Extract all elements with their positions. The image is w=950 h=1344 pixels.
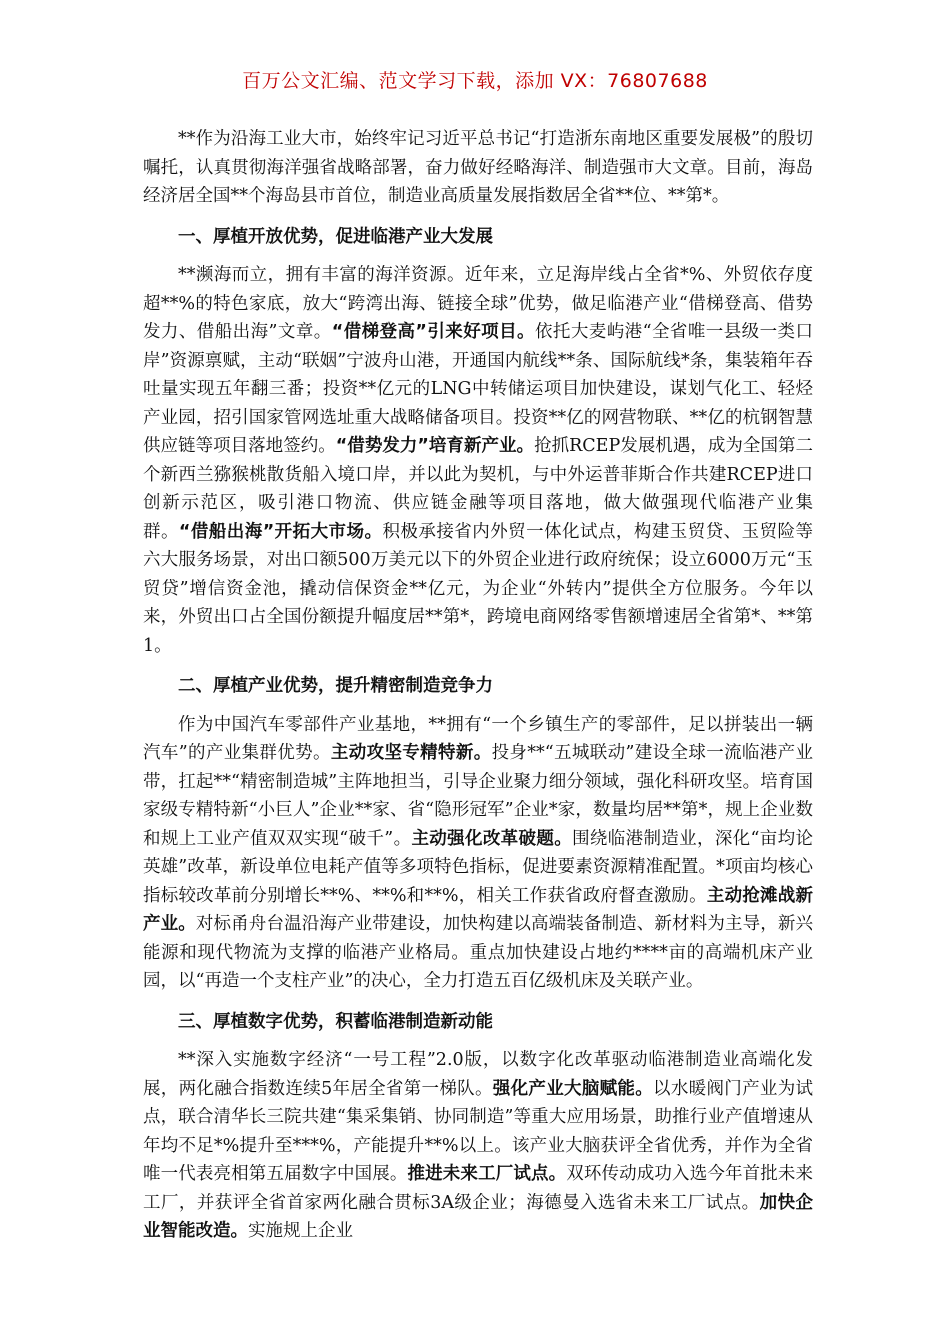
section-3-bold-2: 推进未来工厂试点。 [407,1164,567,1184]
section-3-paragraph [143,1046,813,1246]
section-1-heading: 一、厚植开放优势，促进临港产业大发展 [178,226,493,247]
section-2-paragraph [143,711,813,996]
section-3-heading: 三、厚植数字优势，积蓄临港制造新动能 [178,1011,493,1032]
section-3-text-3: 实施规上企业 [248,1221,353,1241]
section-3-text-1: 以水暖阀门产业为试点，联合清华长三院共建“集采集销、协同制造”等重大应用场景，助推行业产值增速从年均不足*%提升至***%，产能提升**%以上。该产业大脑获评全省优秀，并作为全省唯一代表亮相第五届数字中国展。 [143,1078,814,1184]
intro-paragraph: **作为沿海工业大市，始终牢记习近平总书记“打造浙东南地区重要发展极”的殷切嘱托，认真贯彻海洋强省战略部署，奋力做好经略海洋、制造强市大文章。目前，海岛经济居全国**个海岛县市首位，制造业高质量发展指数居全省**位、**第*。 [143,129,813,206]
section-3-lead: **深入实施数字经济“一号工程”2.0版，以数字化改革驱动临港制造业高端化发展，两化融合指数连续5年居全省第一梯队。 [143,1050,813,1099]
section-3-text-2: 双环传动成功入选今年首批未来工厂，并获评全省首家两化融合贯标3A级企业；海德曼入选省未来工厂试点。 [143,1164,814,1213]
section-2-bold-3: 主动抢滩战新产业。 [143,885,813,934]
section-1-text-2: 抢抓RCEP发展机遇，成为全国第二个新西兰猕猴桃散货船入境口岸，并以此为契机，与中外运普菲斯合作共建RCEP进口创新示范区，吸引港口物流、供应链金融等项目落地，做大做强现代临港产业集群。 [143,436,813,542]
section-2-text-1: 投身**“五城联动”建设全球一流临港产业带，扛起**“精密制造城”主阵地担当，引导企业聚力细分领域，强化科研攻坚。培育国家级专精特新“小巨人”企业**家、省“隐形冠军”企业*家，数量均居**第*，规上企业数和规上工业产值双双实现“破千”。 [143,743,813,849]
section-1-paragraph [143,261,813,660]
section-1-bold-1: “借梯登高”引来好项目。 [331,322,535,342]
section-2-bold-1: 主动攻坚专精特新。 [330,743,492,763]
page-header-banner: 百万公文汇编、范文学习下载，添加 VX：76807688 [242,70,708,92]
section-1-bold-3: “借船出海”开拓大市场。 [178,521,383,542]
section-2-text-3: 对标甬舟台温沿海产业带建设，加快构建以高端装备制造、新材料为主导，新兴能源和现代物流为支撑的临港产业格局。重点加快建设占地约****亩的高端机床产业园，以“再造一个支柱产业”的决心，全力打造五百亿级机床及关联产业。 [143,914,813,991]
section-3-bold-1: 强化产业大脑赋能。 [492,1078,654,1099]
section-1-bold-2: “借势发力”培育新产业。 [335,436,535,456]
section-1-text-3: 积极承接省内外贸一体化试点，构建玉贸贷、玉贸险等六大服务场景，对出口额500万美元以下的外贸企业进行政府统保；设立6000万元“玉贸贷”增信资金池，撬动信保资金**亿元，为企业“外转内”提供全方位服务。今年以来，外贸出口占全国份额提升幅度居**第*，跨境电商网络零售额增速居全省第*、**第1。 [143,521,813,656]
section-2-text-2: 围绕临港制造业，深化“亩均论英雄”改革，新设单位电耗产值等多项特色指标，促进要素资源精准配置。*项亩均核心指标较改革前分别增长**%、**%和**%，相关工作获省政府督查激励。 [143,828,814,906]
section-3-bold-3: 加快企业智能改造。 [143,1192,813,1241]
section-2-heading: 二、厚植产业优势，提升精密制造竞争力 [178,676,493,696]
section-1-text-1: 依托大麦屿港“全省唯一县级一类口岸”资源禀赋，主动“联姻”宁波舟山港，开通国内航线**条、国际航线*条，集装箱年吞吐量实现五年翻三番；投资**亿元的LNG中转储运项目加快建设，谋划气化工、轻烃产业园，招引国家管网选址重大战略储备项目。投资**亿的网营物联、**亿的杭钢智慧供应链等项目落地签约。 [143,322,813,456]
section-2-lead: 作为中国汽车零部件产业基地，**拥有“一个乡镇生产的零部件，足以拼装出一辆汽车”的产业集群优势。 [143,714,813,763]
section-2-bold-2: 主动强化改革破题。 [411,828,573,849]
document-body [143,125,813,1246]
section-1-lead: **濒海而立，拥有丰富的海洋资源。近年来，立足海岸线占全省*%、外贸依存度超**%的特色家底，放大“跨湾出海、链接全球”优势，做足临港产业“借梯登高、借势发力、借船出海”文章。 [143,265,813,342]
